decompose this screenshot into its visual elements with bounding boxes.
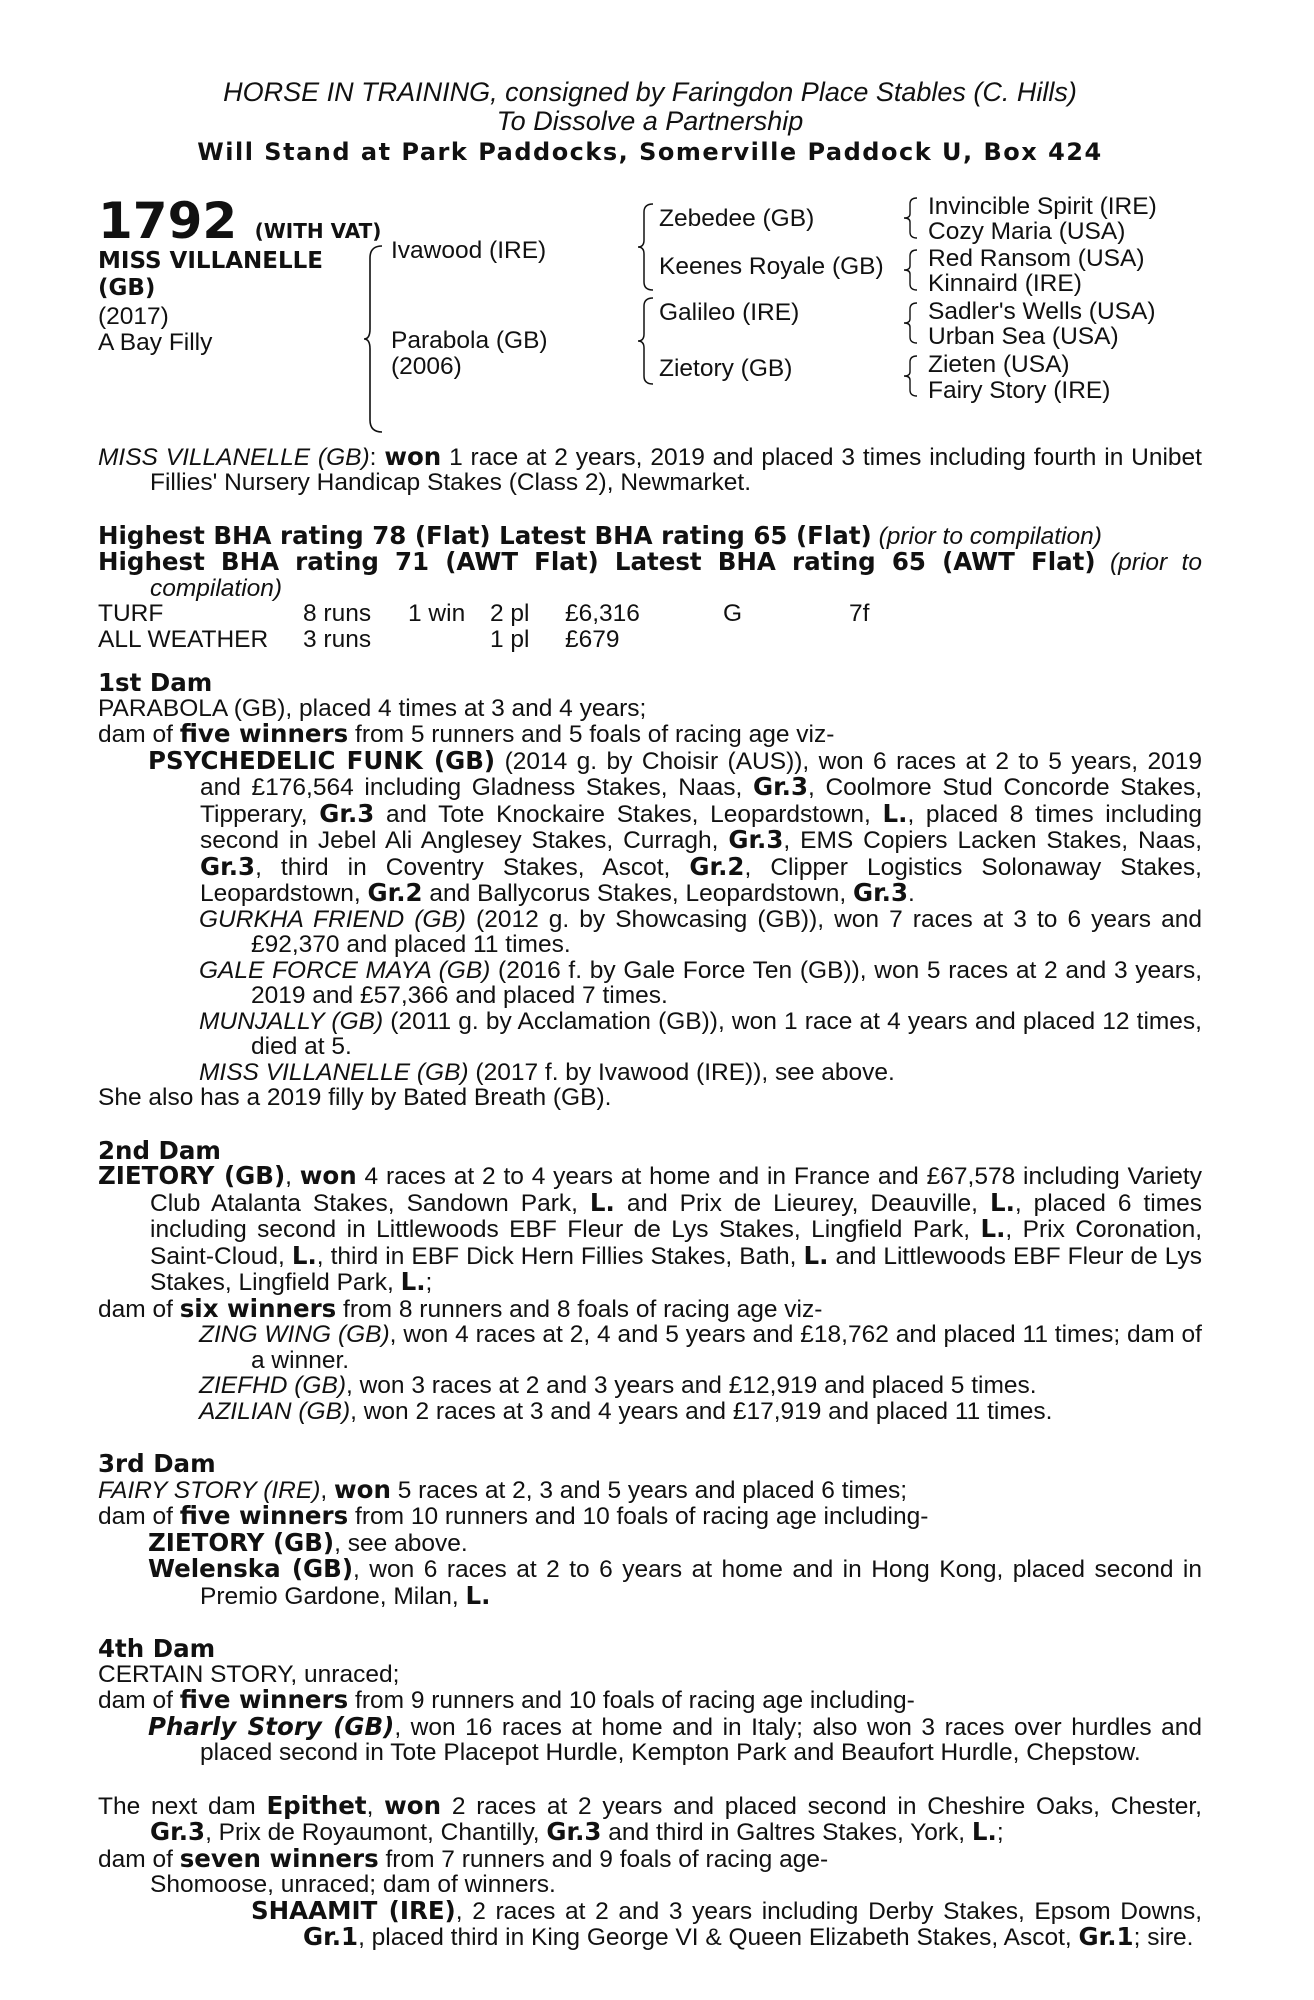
gen3-sdd: Kinnaird (IRE) — [928, 269, 1082, 297]
produce-shaamit: SHAAMIT (IRE), 2 races at 2 and 3 years including Derby Stakes, Epsom Downs, Gr.1, placed third in King George VI & Queen Elizabeth Stakes, Ascot, Gr.1; sire. — [251, 1895, 1203, 1951]
sire-sire: Zebedee (GB) — [659, 204, 815, 232]
dam-sire: Galileo (IRE) — [659, 298, 800, 326]
foaling-year: (2017) — [98, 302, 169, 330]
produce-ziefhd: ZIEFHD (GB), won 3 races at 2 and 3 years and £12,919 and placed 5 times. — [199, 1372, 1037, 1399]
dam-year: (2006) — [391, 352, 462, 380]
first-dam-produce: dam of five winners from 5 runners and 5 foals of racing age viz- — [98, 719, 835, 748]
produce-miss-villanelle: MISS VILLANELLE (GB) (2017 f. by Ivawood (IRE)), see above. — [199, 1058, 895, 1086]
produce-welenska: Welenska (GB), won 6 races at 2 to 6 years at home and in Hong Kong, placed second in Premio Gardone, Milan, L. — [148, 1554, 1202, 1610]
vat-note: (WITH VAT) — [254, 218, 382, 243]
produce-gale-force-maya: GALE FORCE MAYA (GB) (2016 f. by Gale Force Ten (GB)), won 5 races at 2 and 3 years, 2019 and £57,366 and placed 7 times. — [199, 956, 1203, 1009]
sire-name: Ivawood (IRE) — [391, 236, 547, 264]
produce-zietory: ZIETORY (GB), see above. — [148, 1527, 468, 1557]
dam-brace-icon — [638, 296, 654, 386]
first-dam-heading: 1st Dam — [98, 668, 213, 697]
gen3-ddd: Fairy Story (IRE) — [928, 376, 1111, 404]
second-dam-heading: 2nd Dam — [98, 1135, 221, 1165]
lot-number: 1792 — [98, 191, 238, 250]
record-row: ALL WEATHER 3 runs 1 pl £679 — [98, 625, 620, 653]
produce-munjally: MUNJALLY (GB) (2011 g. by Acclamation (GB)), won 1 race at 4 years and placed 12 times, died at 5. — [199, 1007, 1202, 1060]
sire-brace-icon — [638, 202, 654, 292]
next-dam-record: The next dam Epithet, won 2 races at 2 years and placed second in Cheshire Oaks, Chester, Gr.3, Prix de Royaumont, Chantilly, Gr.3 and third in Galtres Stakes, York, L.; — [98, 1790, 1202, 1846]
catalogue-page — [98, 78, 1202, 1951]
horse-name: MISS VILLANELLE (GB) — [98, 247, 324, 301]
gen3-dds: Zieten (USA) — [928, 350, 1070, 378]
produce-psychedelic-funk: PSYCHEDELIC FUNK (GB) (2014 g. by Choisir (AUS)), won 6 races at 2 to 5 years, 2019 and £176,564 including Gladness Stakes, Naas, Gr.3, Coolmore Stud Concorde Stakes, Tipperary, Gr.3 and Tote Knockaire Stakes, Leopardstown, L., placed 8 times including second in Jebel Ali Anglesey Stakes, Curragh, Gr.3, EMS Copiers Lacken Stakes, Naas, Gr.3, third in Coventry Stakes, Ascot, Gr.2, Clipper Logistics Solonaway Stakes, Leopardstown, Gr.2 and Ballycorus Stakes, Leopardstown, Gr.3. — [148, 745, 1203, 907]
first-dam-also: She also has a 2019 filly by Bated Breath (GB). — [98, 1084, 612, 1111]
gen3-dsd: Urban Sea (USA) — [928, 322, 1119, 350]
dam-dam: Zietory (GB) — [659, 354, 793, 382]
third-dam-record: FAIRY STORY (IRE), won 5 races at 2, 3 and 5 years and placed 6 times; — [98, 1474, 908, 1504]
produce-zing-wing: ZING WING (GB), won 4 races at 2, 4 and 5 years and £18,762 and placed 11 times; dam of a winner. — [199, 1321, 1202, 1374]
produce-azilian: AZILIAN (GB), won 2 races at 3 and 4 years and £17,919 and placed 11 times. — [199, 1397, 1053, 1425]
horse-description: A Bay Filly — [98, 328, 213, 356]
fourth-dam-produce: dam of five winners from 9 runners and 10 foals of racing age including- — [98, 1685, 915, 1714]
gen3-brace-icon — [904, 354, 918, 398]
pedigree-brace-icon — [364, 244, 384, 434]
gen3-dss: Sadler's Wells (USA) — [928, 297, 1156, 325]
gen3-brace-icon — [904, 301, 918, 345]
next-dam-produce: dam of seven winners from 7 runners and 9 foals of racing age- — [98, 1843, 829, 1873]
consignor-line: HORSE IN TRAINING, consigned by Faringdon Place Stables (C. Hills) — [223, 77, 1077, 107]
partnership-note: To Dissolve a Partnership — [496, 106, 804, 136]
race-summary: MISS VILLANELLE (GB): won 1 race at 2 years, 2019 and placed 3 times including fourth in Unibet Fillies' Nursery Handicap Stakes (Class 2), Newmarket. — [98, 441, 1202, 496]
flat-rating: Highest BHA rating 78 (Flat) Latest BHA rating 65 (Flat) (prior to compilation) — [98, 520, 1102, 550]
third-dam-produce: dam of five winners from 10 runners and 10 foals of racing age including- — [98, 1501, 929, 1530]
gen3-ssd: Cozy Maria (USA) — [928, 217, 1126, 245]
dam-name: Parabola (GB) — [391, 326, 548, 354]
third-dam-heading: 3rd Dam — [98, 1449, 216, 1478]
second-dam-record: ZIETORY (GB), won 4 races at 2 to 4 years at home and in France and £67,578 including Variety Club Atalanta Stakes, Sandown Park, L. and Prix de Lieurey, Deauville, L., placed 6 times including second in Littlewoods EBF Fleur de Lys Stakes, Lingfield Park, L., Prix Coronation, Saint-Cloud, L., third in EBF Dick Hern Fillies Stakes, Bath, L. and Littlewoods EBF Fleur de Lys Stakes, Lingfield Park, L.; — [98, 1161, 1203, 1296]
first-dam-intro: PARABOLA (GB), placed 4 times at 3 and 4 years; — [98, 694, 647, 722]
awt-rating: Highest BHA rating 71 (AWT Flat) Latest BHA rating 65 (AWT Flat) (prior to compilation) — [98, 547, 1202, 602]
record-row: TURF 8 runs 1 win 2 pl £6,316 G 7f — [98, 600, 870, 627]
lot-number-line — [98, 191, 382, 256]
produce-pharly-story: Pharly Story (GB), won 16 races at home and in Italy; also won 3 races over hurdles and placed second in Tote Placepot Hurdle, Kempton Park and Beaufort Hurdle, Chepstow. — [148, 1711, 1202, 1766]
second-dam-produce: dam of six winners from 8 runners and 8 foals of racing age viz- — [98, 1293, 823, 1323]
gen3-sss: Invincible Spirit (IRE) — [928, 192, 1157, 220]
sire-dam: Keenes Royale (GB) — [659, 252, 884, 280]
gen3-sds: Red Ransom (USA) — [928, 244, 1145, 272]
fourth-dam-intro: CERTAIN STORY, unraced; — [98, 1660, 400, 1688]
produce-gurkha-friend: GURKHA FRIEND (GB) (2012 g. by Showcasing (GB)), won 7 races at 3 to 6 years and £92,370 and placed 11 times. — [199, 905, 1203, 958]
gen3-brace-icon — [904, 248, 918, 292]
gen3-brace-icon — [904, 196, 918, 240]
pedigree-block — [98, 191, 1202, 444]
produce-shomoose: Shomoose, unraced; dam of winners. — [150, 1871, 556, 1898]
fourth-dam-heading: 4th Dam — [98, 1634, 216, 1663]
stand-location: Will Stand at Park Paddocks, Somerville Paddock U, Box 424 — [197, 138, 1103, 166]
